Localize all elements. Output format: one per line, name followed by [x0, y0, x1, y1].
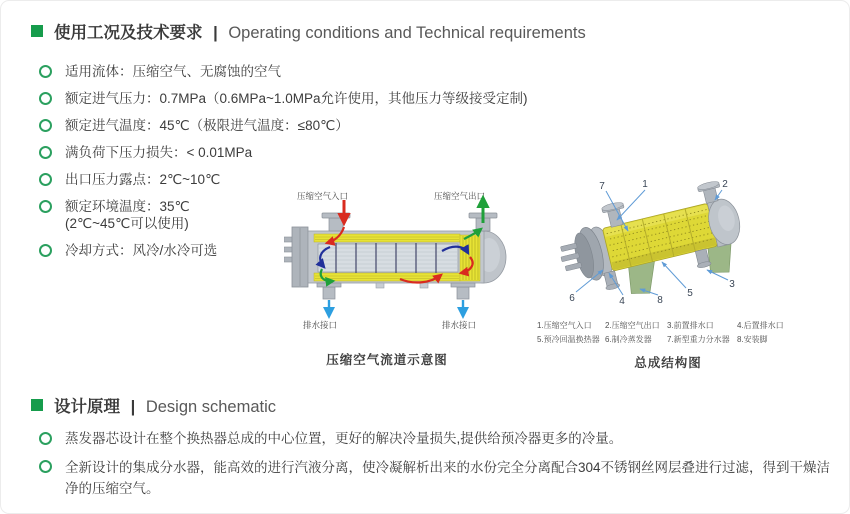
- assembly-legend: [537, 320, 845, 345]
- tube-bundle: [318, 243, 458, 273]
- ring-bullet-icon: [39, 146, 52, 159]
- list-item-text: 额定进气压力：0.7MPa（0.6MPa~1.0MPa允许使用，其他压力等级接受定制): [65, 91, 528, 106]
- legend-item: 7.新型重力分水器: [667, 335, 730, 344]
- list-item: [39, 116, 551, 135]
- legend-item: 5.预冷回温换热器: [537, 335, 600, 344]
- legend-item: 2.压缩空气出口: [605, 321, 660, 330]
- flow-schematic-drawing: [284, 187, 534, 332]
- section1-title: [54, 19, 586, 43]
- section2-title-en: Design schematic: [145, 398, 277, 416]
- design-principle-list: [39, 429, 835, 507]
- list-item-text: 额定进气温度：45℃（极限进气温度：≤80℃）: [65, 118, 349, 133]
- legend-item: 8.安装脚: [737, 335, 768, 344]
- legend-item: 4.后置排水口: [737, 321, 784, 330]
- title-separator: |: [213, 24, 218, 42]
- green-square-bullet-icon: [31, 25, 43, 37]
- legend-item: 1.压缩空气入口: [537, 321, 592, 330]
- flow-figure-caption: 压缩空气流道示意图: [326, 353, 448, 367]
- callout-6: 6: [569, 293, 575, 304]
- list-item-text: 蒸发器芯设计在整个换热器总成的中心位置，更好的解决冷量损失,提供给预冷器更多的冷量。: [65, 431, 623, 446]
- ring-bullet-icon: [39, 432, 52, 445]
- callout-4: 4: [619, 296, 625, 307]
- ring-bullet-icon: [39, 119, 52, 132]
- section1-header: [31, 19, 586, 43]
- callout-5: 5: [687, 288, 693, 299]
- green-square-bullet-icon: [31, 399, 43, 411]
- flow-schematic-figure: [284, 187, 534, 368]
- list-item-text: 冷却方式：风冷/水冷可选: [65, 243, 218, 258]
- section2-title: [54, 393, 276, 417]
- drain-label-left: 排水接口: [302, 320, 338, 330]
- ring-bullet-icon: [39, 65, 52, 78]
- assembly-figure: [537, 171, 845, 371]
- list-item-text: 出口压力露点：2℃~10℃: [65, 172, 221, 187]
- drain-nozzle-left: [317, 283, 341, 299]
- list-item: [39, 429, 835, 448]
- callout-2: 2: [722, 179, 728, 190]
- drain-label-right: 排水接口: [441, 320, 477, 330]
- legend-item: 3.前置排水口: [667, 321, 714, 330]
- vessel-3d: [552, 176, 751, 311]
- list-item: [39, 62, 551, 81]
- section2-title-zh: 设计原理: [54, 398, 120, 416]
- callout-1: 1: [642, 179, 648, 190]
- ring-bullet-icon: [39, 173, 52, 186]
- list-item-text: 适用流体：压缩空气、无腐蚀的空气: [65, 64, 281, 79]
- list-item-text: 满负荷下压力损失：< 0.01MPa: [65, 145, 253, 160]
- section1-title-zh: 使用工况及技术要求: [54, 24, 203, 42]
- inlet-label: 压缩空气入口: [297, 191, 349, 201]
- list-item: [39, 457, 835, 499]
- callout-3: 3: [729, 279, 735, 290]
- list-item: [39, 143, 551, 162]
- callout-7: 7: [599, 181, 605, 192]
- callout-8: 8: [657, 295, 663, 306]
- list-item-text: 全新设计的集成分水器，能高效的进行汽液分离，使冷凝解析出来的水份完全分离配合304不锈钢丝网层叠进行过滤，得到干燥洁净的压缩空气。: [65, 460, 831, 496]
- list-item-text-line2: (2℃~45℃可以使用): [65, 216, 189, 231]
- drain-nozzle-right: [451, 283, 475, 299]
- section1-title-en: Operating conditions and Technical requirements: [228, 24, 586, 42]
- left-head: [284, 227, 308, 287]
- ring-bullet-icon: [39, 200, 52, 213]
- section2-header: [31, 393, 276, 417]
- assembly-figure-caption: 总成结构图: [634, 356, 702, 370]
- list-item-text: 额定环境温度：35℃: [65, 199, 190, 214]
- list-item: [39, 89, 551, 108]
- title-separator: |: [130, 398, 136, 416]
- ring-bullet-icon: [39, 460, 52, 473]
- legend-item: 6.制冷蒸发器: [605, 335, 652, 344]
- inlet-nozzle: [322, 213, 350, 231]
- ring-bullet-icon: [39, 244, 52, 257]
- assembly-drawing: [543, 171, 845, 311]
- outlet-label: 压缩空气出口: [434, 191, 486, 201]
- ring-bullet-icon: [39, 92, 52, 105]
